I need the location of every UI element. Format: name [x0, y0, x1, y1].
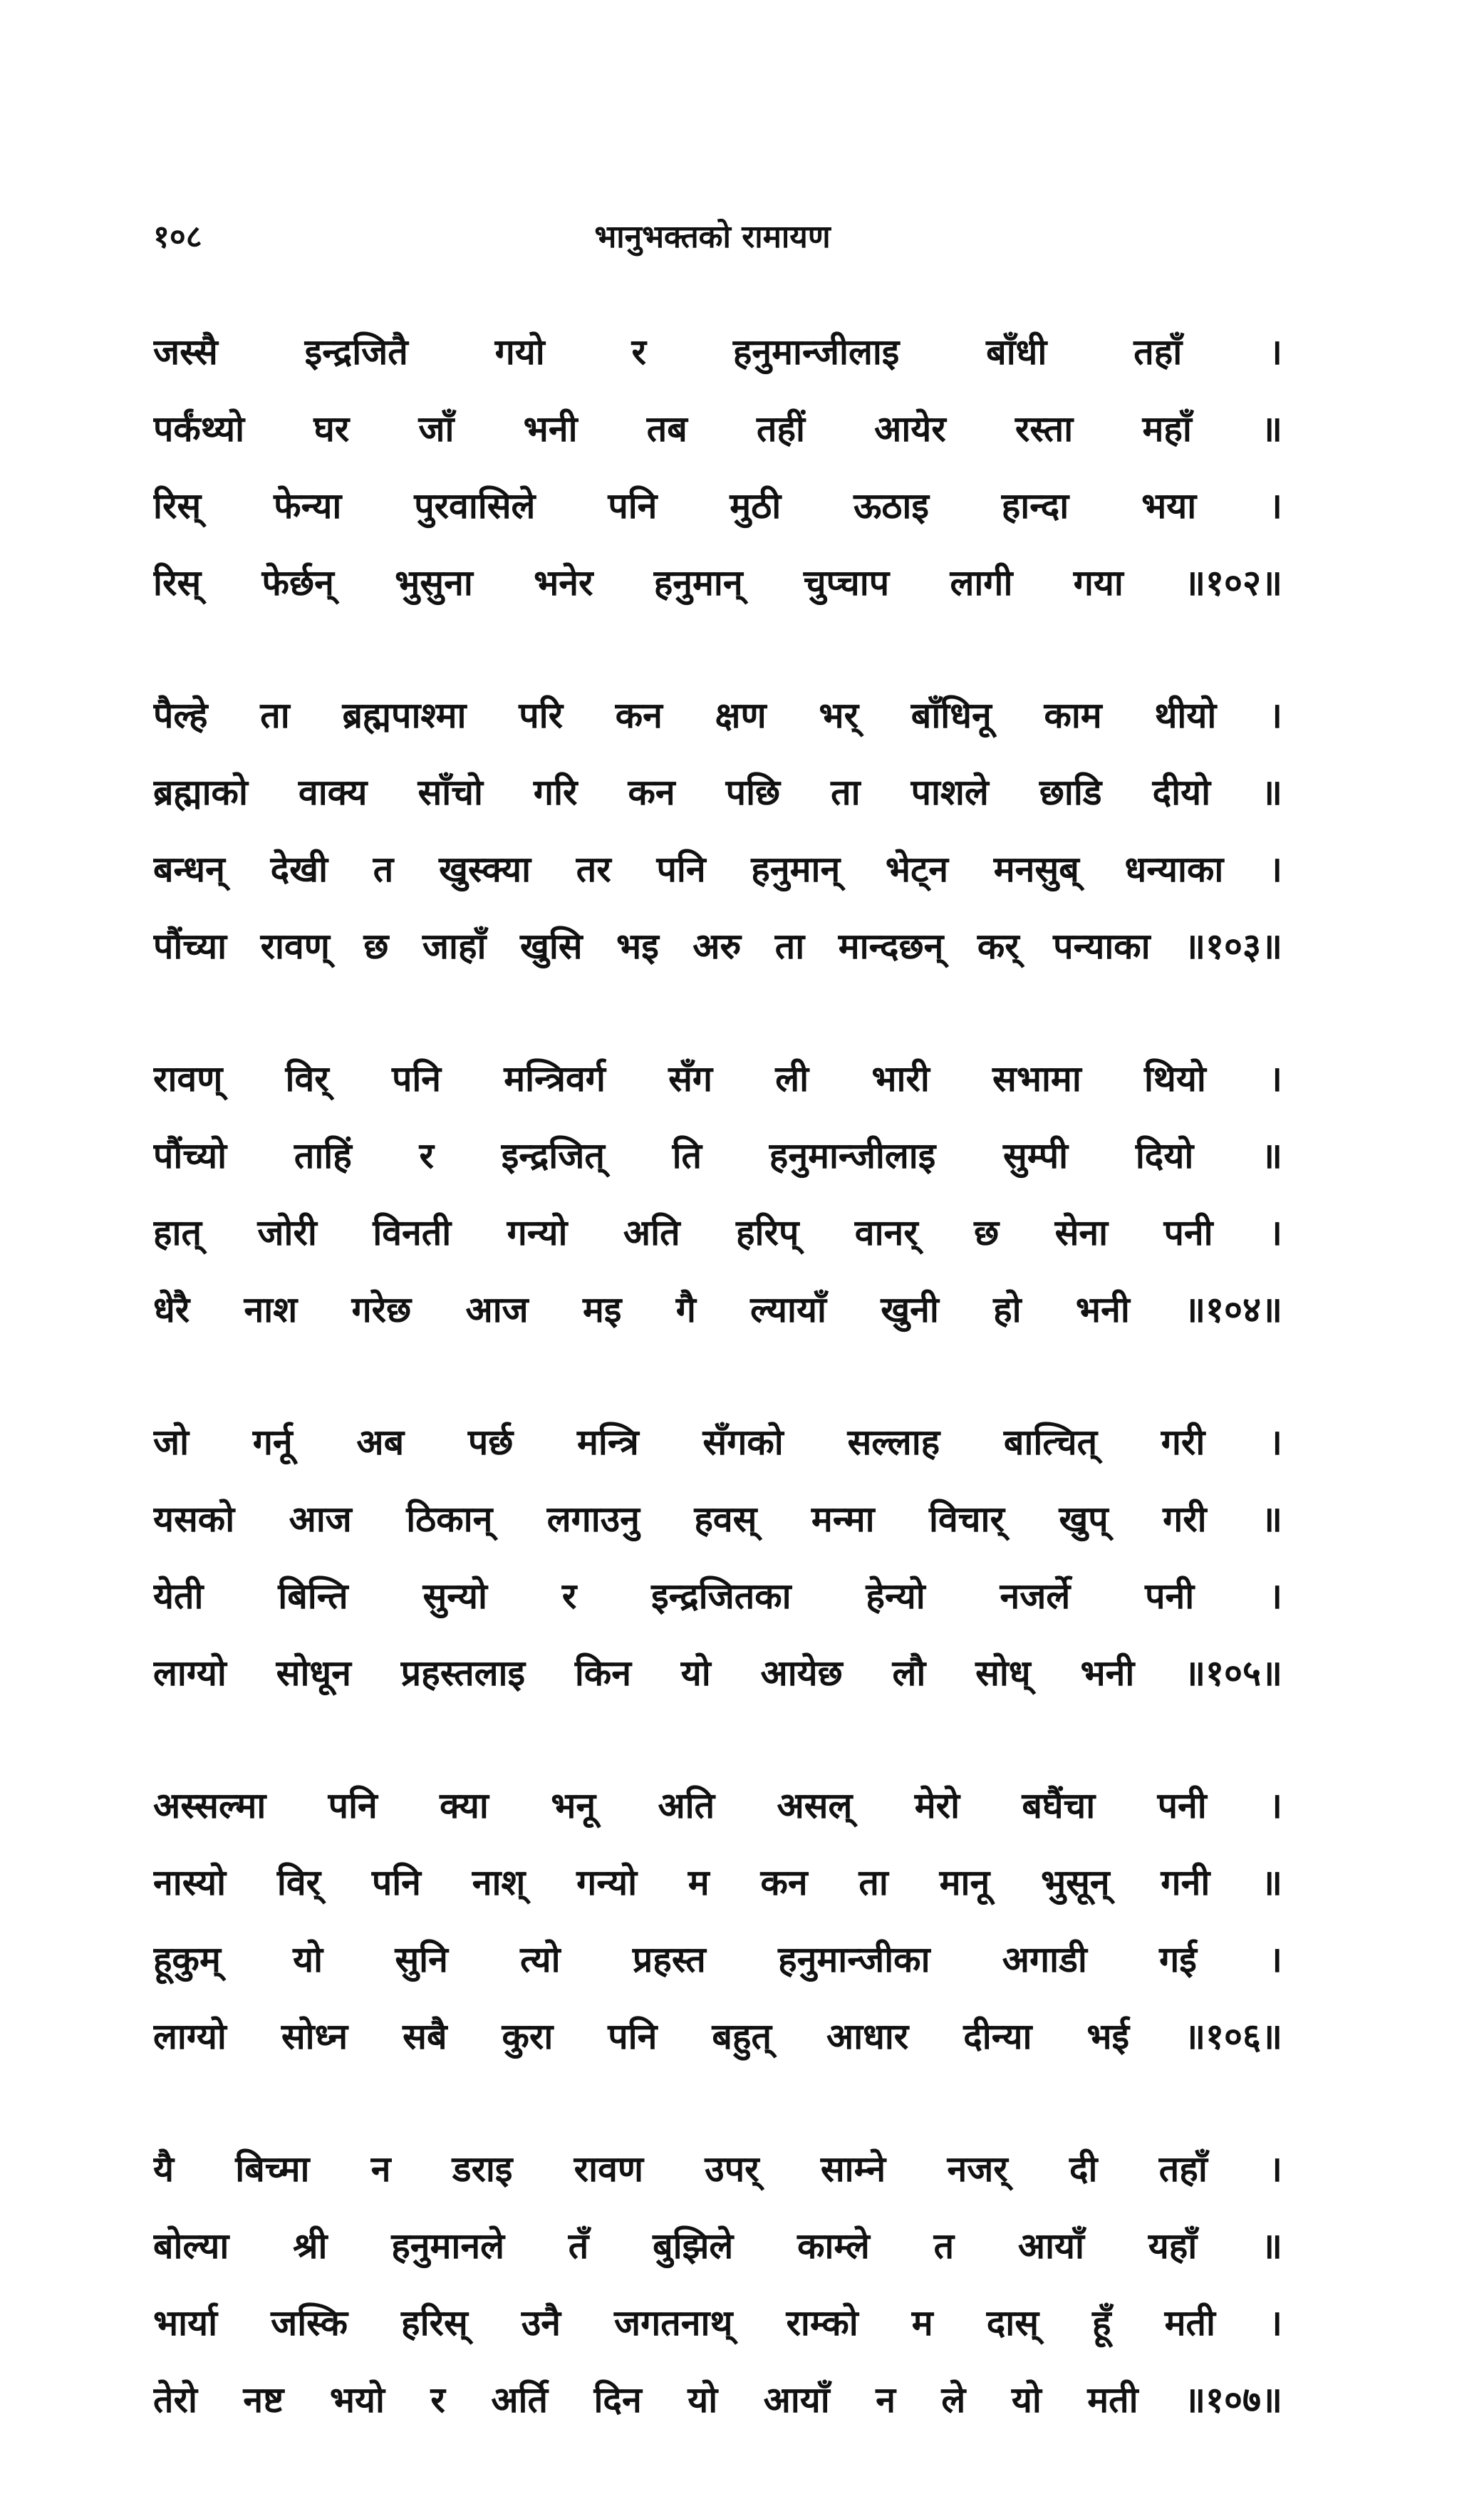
verse-line: हात् जोरी विनती गन्यो अति हरिप् वानर् छ सेना पनी ।: [153, 1211, 1282, 1253]
stanza-106: [153, 1767, 1282, 2075]
stanza-103: [153, 677, 1282, 985]
running-title: भानुभक्तको रामायण: [594, 219, 831, 255]
verse-line: लाग्यो सोधून प्रहस्तलाइ किन यो आयेछ लौ सोध् भनी ॥१०५॥: [153, 1652, 1282, 1694]
stanza-102: [153, 314, 1282, 621]
verse-line: जस्सै इन्द्रजितै गयो र हनुमान्जीलाइ बाँधी तहाँ ।: [153, 331, 1282, 373]
verse-line: बन्धन् देखी त खुस्क्या तर पनि हनुमान् भेट्न मनसुब् धन्याका ।: [153, 848, 1282, 890]
verse-line: यसको आज ठिकान् लगाउनु हवस् मन्मा विचार् खुप् गरी ॥: [153, 1498, 1282, 1540]
verse-line: रिस् फेन्या पुरवासिले पनि मुठी ऊठाइ हान्दा भया ।: [153, 485, 1282, 527]
page-header: [153, 214, 1272, 264]
verse-line: नास्यो विर् पनि नाश् गन्यो म कन ता मानू भुसून् गनी ॥: [153, 1861, 1282, 1903]
verse-line: पौंच्या रावण् छ जाहाँ खुसि भइ अरु ता मान्दछन् कर् पन्याका ॥१०३॥: [153, 925, 1282, 967]
verse-line: जो गर्नू अब पर्छ मन्त्रि सँगको सल्लाह बात्चित् गरी ।: [153, 1421, 1282, 1463]
verse-line: पर्कंथ्यो घर जाँ भनी तब तहीं आयेर रस्ता महाँ ॥: [153, 408, 1282, 450]
verse-line: धेरै नाश गरेछ आज मइ गै ल्यायाँ खुनी हो भनी ॥१०४॥: [153, 1288, 1282, 1330]
verse-line: लाग्यो सोध्न सबै कुरा पनि बहुत् आधार दीन्या भई ॥१०६॥: [153, 2015, 1282, 2057]
verse-line: रावण् विर् पनि मन्त्रिवर्ग सँग ली भारी सभामा थियो ।: [153, 1057, 1282, 1099]
verse-line: पैल्हे ता ब्रह्मपाश्मा परि कन क्षण भर् बाँधिनू काम थीयो ।: [153, 694, 1282, 736]
verse-line: पौंच्यो ताहिं र इन्द्रजित् ति हनुमान्जीलाइ सुम्पी दियो ॥: [153, 1134, 1282, 1176]
verse-body: [153, 314, 1282, 2494]
verse-line: ब्रह्माको वाक्य साँचो गरि कन पछि ता पाशले छाडि दीयो ॥: [153, 771, 1282, 813]
verse-line: बोल्या श्री हनुमानले तँ बुझिले काम्ले त आयाँ यहाँ ॥: [153, 2225, 1282, 2267]
verse-line: अस्सल्मा पनि क्या भनू अति असल् मेरो बघैंचा पनी ।: [153, 1784, 1282, 1826]
stanza-107: [153, 2131, 1282, 2438]
verse-line: रिस् फेर्छन् भुसुना भनेर हनुमान् चुप्चाप लागी गया ॥१०२॥: [153, 562, 1282, 604]
verse-line: भार्या जस्कि हरिस् उनै जगतनाथ् राम्को म दास् हूँ मती ।: [153, 2302, 1282, 2344]
stanza-104: [153, 1040, 1282, 1348]
verse-line: येती बिन्ति सुन्यो र इन्द्रजितका हेन्यो नजर्ले पनी ।: [153, 1575, 1282, 1617]
verse-line: तेरो नष्ट भयो र अर्ति दिन यो आयाँ न ले यो मती ॥१०७॥: [153, 2379, 1282, 2421]
page-number: १०८: [153, 219, 202, 255]
stanza-105: [153, 1404, 1282, 1712]
verse-line: यै बिच्मा न डराइ रावण उपर् साम्ने नजर् दी तहाँ ।: [153, 2148, 1282, 2190]
verse-line: हूकुम् यो सुनि त्यो प्रहस्त हनुमान्जीका अगाडी गई ।: [153, 1938, 1282, 1980]
